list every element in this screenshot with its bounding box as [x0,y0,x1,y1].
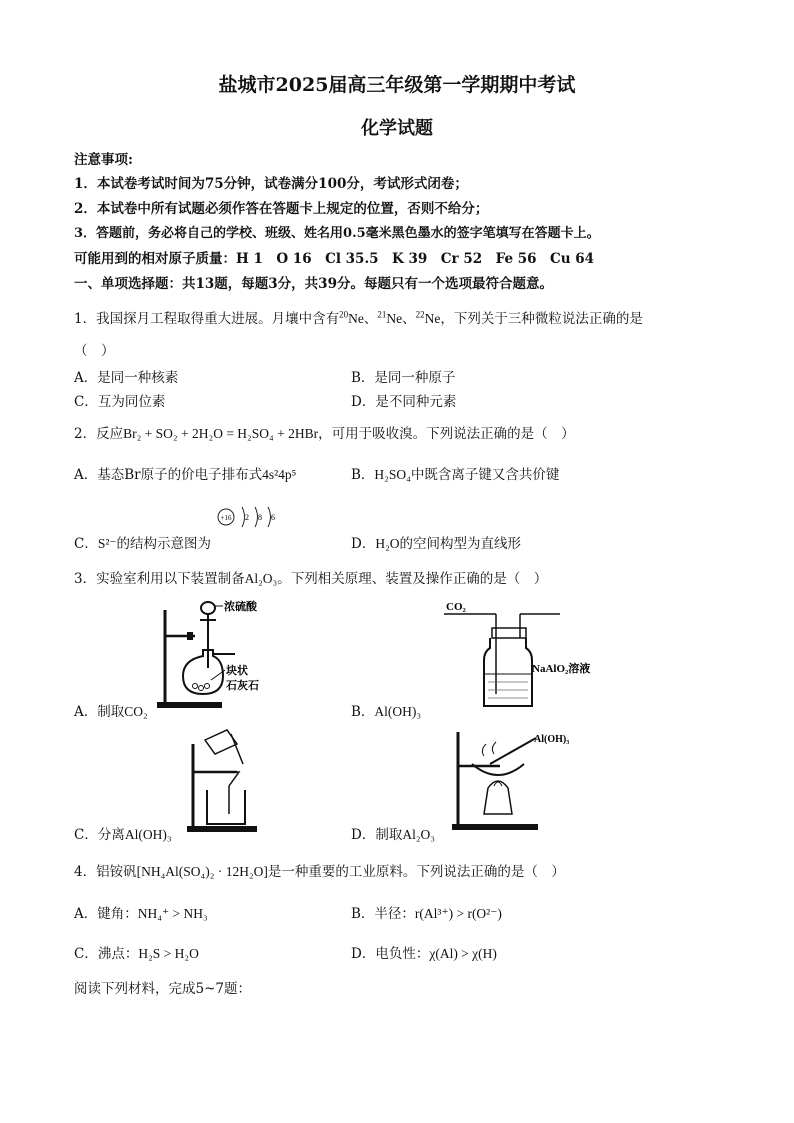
nucleus-charge: +16 [220,514,232,522]
q2-option-d: D．H₂O的空间构型为直线形 [351,536,522,552]
q4-formula: [NH₄Al(SO₄)₂ · 12H₂O] [136,864,268,879]
shell-1-count: 2 [245,513,249,522]
q2-option-a: A．基态Br原子的价电子排布式4s²4p⁵ [74,467,297,483]
q1-option-c: C．互为同位素 [74,394,166,410]
label-naalo2-solution: NaAlO₂溶液 [532,663,591,675]
q4-option-a: A．键角：NH₄⁺ > NH₃ [74,906,208,922]
q4-option-b: B．半径：r(Al³⁺) > r(O²⁻) [351,906,502,922]
exam-title: 盐城市2025届高三年级第一学期期中考试 [218,74,576,96]
atomic-masses: 可能用到的相对原子质量：H 1 O 16 Cl 35.5 K 39 Cr 52 Fe 56 Cu 64 [74,251,595,267]
notice-item-1: 1．本试卷考试时间为75分钟，试卷满分100分，考试形式闭卷； [74,176,468,192]
shell-2-count: 8 [258,513,262,522]
label-limestone: 石灰石 [226,679,259,692]
label-aloh3: Al(OH)₃ [534,734,570,745]
electron-config: 4s²4p⁵ [262,467,297,482]
question-4-stem: 4．铝铵矾[NH₄Al(SO₄)₂ · 12H₂O]是一种重要的工业原料。下列说法正确的是（ ） [74,864,565,880]
q3-option-b: B．Al(OH)₃ [351,704,422,720]
question-2-stem: 2．反应Br₂ + SO₂ + 2H₂O = H₂SO₄ + 2HBr，可用于吸收溴。下列说法正确的是（ ） [74,426,575,442]
isotope-ne-21: $^{21}$Ne [377,309,403,326]
notice-item-2: 2．本试卷中所有试题必须作答在答题卡上规定的位置，否则不给分； [74,201,489,217]
label-co2: CO₂ [446,601,466,613]
q1-option-a: A．是同一种核素 [74,370,179,386]
q4-option-c: C．沸点：H₂S > H₂O [74,946,199,962]
sulfide-ion-structure-diagram [214,503,284,531]
q2-option-b: B．H₂SO₄中既含离子键又含共价键 [351,467,560,483]
question-1-stem: 1．我国探月工程取得重大进展。月壤中含有$^{20}$Ne、$^{21}$Ne、$^{22}$Ne，下列关于三种微粒说法正确的是 [74,309,643,327]
apparatus-d-heating [450,728,580,836]
question-1-answer-paren: （ ） [74,343,115,359]
q4-option-d: D．电负性：χ(Al) > χ(H) [351,946,497,962]
apparatus-b-gas-bottle [440,598,610,718]
question-3-stem: 3．实验室利用以下装置制备Al₂O₃。下列相关原理、装置及操作正确的是（ ） [74,571,548,587]
q3-option-a: A．制取CO₂ [74,704,148,720]
q3-option-c: C．分离Al(OH)₃ [74,827,172,843]
apparatus-c-filtration [185,724,275,836]
shell-3-count: 6 [271,513,275,522]
isotope-ne-20: $^{20}$Ne [339,309,364,326]
label-lump: 块状 [226,664,248,677]
apparatus-a-co2-generator [155,598,280,718]
reading-instruction: 阅读下列材料，完成5~7题： [74,981,251,997]
label-conc-sulfuric-acid: 浓硫酸 [224,600,257,613]
q2-equation: Br₂ + SO₂ + 2H₂O = H₂SO₄ + 2HBr [123,426,319,441]
q1-option-b: B．是同一种原子 [351,370,456,386]
notice-heading: 注意事项: [74,152,133,168]
q2-option-c: C．S²⁻的结构示意图为 [74,536,212,552]
section-1-heading: 一、单项选择题：共13题，每题3分，共39分。每题只有一个选项最符合题意。 [74,276,553,292]
isotope-ne-22: $^{22}$Ne [415,309,441,326]
q1-option-d: D．是不同种元素 [351,394,457,410]
q3-option-d: D．制取Al₂O₃ [351,827,435,843]
exam-subtitle: 化学试题 [361,118,433,139]
notice-item-3: 3．答题前，务必将自己的学校、班级、姓名用0.5毫米黑色墨水的签字笔填写在答题卡上。 [74,226,600,241]
